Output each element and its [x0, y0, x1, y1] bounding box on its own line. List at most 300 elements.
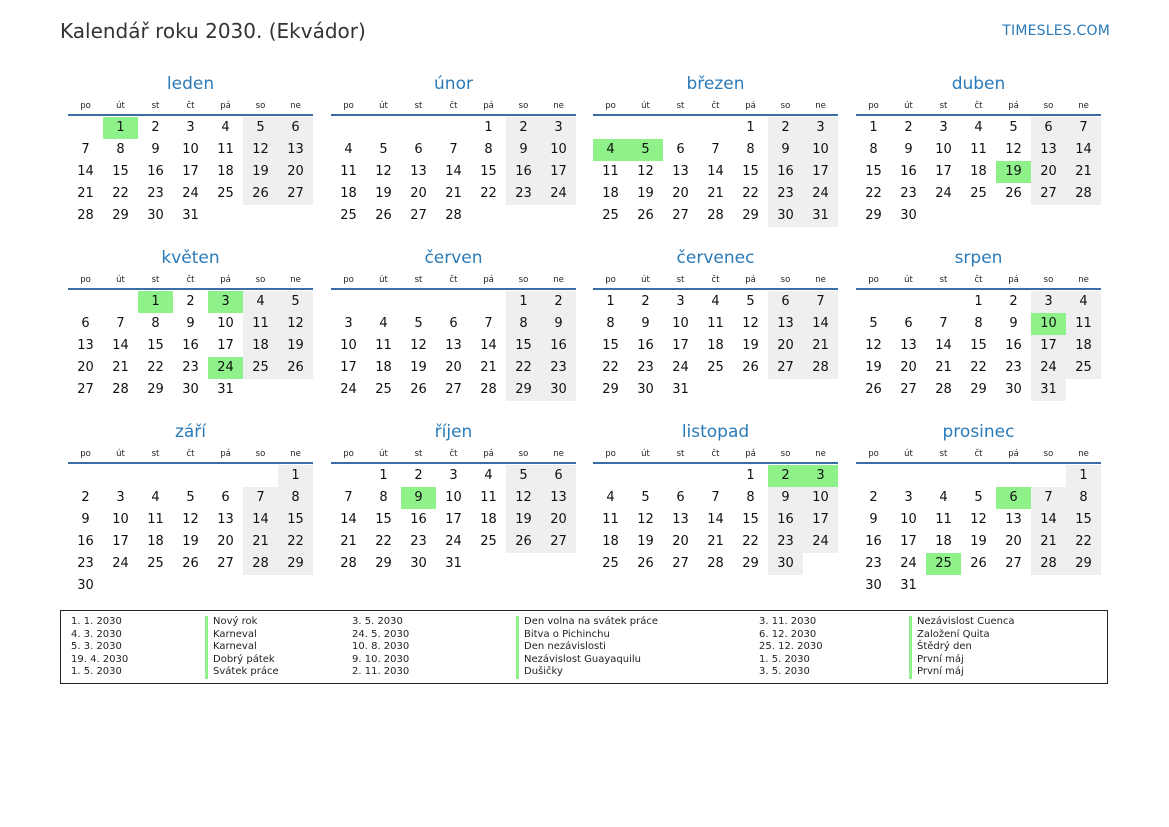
day-cell[interactable]: 8: [974, 316, 983, 331]
day-cell[interactable]: 27: [217, 556, 234, 571]
day-cell[interactable]: 7: [344, 490, 353, 505]
day-cell[interactable]: 2: [768, 117, 803, 139]
day-cell[interactable]: 6: [221, 490, 230, 505]
day-cell[interactable]: 28: [445, 208, 462, 223]
day-cell[interactable]: 4: [379, 316, 388, 331]
day-cell[interactable]: 25: [602, 556, 619, 571]
day-cell[interactable]: 14: [445, 164, 462, 179]
day-cell[interactable]: 30: [77, 578, 94, 593]
day-cell[interactable]: 23: [865, 556, 882, 571]
day-cell[interactable]: 17: [1031, 335, 1066, 357]
day-cell[interactable]: 4: [593, 139, 628, 161]
day-cell[interactable]: 26: [865, 382, 882, 397]
day-cell[interactable]: 30: [900, 208, 917, 223]
day-cell[interactable]: 5: [379, 142, 388, 157]
day-cell[interactable]: 22: [112, 186, 129, 201]
day-cell[interactable]: 5: [506, 465, 541, 487]
day-cell[interactable]: 19: [865, 360, 882, 375]
day-cell[interactable]: 3: [939, 120, 948, 135]
day-cell[interactable]: 18: [243, 335, 278, 357]
day-cell[interactable]: 7: [939, 316, 948, 331]
day-cell[interactable]: 25: [340, 208, 357, 223]
day-cell[interactable]: 15: [480, 164, 497, 179]
day-cell[interactable]: 5: [641, 490, 650, 505]
day-cell[interactable]: 24: [112, 556, 129, 571]
day-cell[interactable]: 6: [676, 490, 685, 505]
day-cell[interactable]: 4: [606, 490, 615, 505]
day-cell[interactable]: 2: [904, 120, 913, 135]
day-cell[interactable]: 13: [1031, 139, 1066, 161]
day-cell[interactable]: 6: [676, 142, 685, 157]
day-cell[interactable]: 14: [803, 313, 838, 335]
day-cell[interactable]: 14: [112, 338, 129, 353]
day-cell[interactable]: 31: [1031, 379, 1066, 401]
day-cell[interactable]: 9: [768, 139, 803, 161]
day-cell[interactable]: 8: [484, 142, 493, 157]
day-cell[interactable]: 25: [707, 360, 724, 375]
day-cell[interactable]: 22: [506, 357, 541, 379]
day-cell[interactable]: 16: [900, 164, 917, 179]
day-cell[interactable]: 3: [803, 465, 838, 487]
day-cell[interactable]: 30: [768, 553, 803, 575]
day-cell[interactable]: 14: [1066, 139, 1101, 161]
day-cell[interactable]: 5: [243, 117, 278, 139]
day-cell[interactable]: 23: [410, 534, 427, 549]
day-cell[interactable]: 20: [410, 186, 427, 201]
day-cell[interactable]: 12: [637, 512, 654, 527]
day-cell[interactable]: 16: [768, 509, 803, 531]
day-cell[interactable]: 10: [1031, 313, 1066, 335]
day-cell[interactable]: 17: [112, 534, 129, 549]
day-cell[interactable]: 27: [900, 382, 917, 397]
day-cell[interactable]: 18: [375, 360, 392, 375]
day-cell[interactable]: 17: [803, 161, 838, 183]
day-cell[interactable]: 27: [672, 208, 689, 223]
day-cell[interactable]: 23: [506, 183, 541, 205]
day-cell[interactable]: 1: [379, 468, 388, 483]
day-cell[interactable]: 8: [606, 316, 615, 331]
day-cell[interactable]: 3: [803, 117, 838, 139]
day-cell[interactable]: 10: [935, 142, 952, 157]
day-cell[interactable]: 1: [746, 120, 755, 135]
day-cell[interactable]: 15: [1066, 509, 1101, 531]
day-cell[interactable]: 6: [768, 291, 803, 313]
day-cell[interactable]: 22: [375, 534, 392, 549]
day-cell[interactable]: 13: [1005, 512, 1022, 527]
day-cell[interactable]: 21: [445, 186, 462, 201]
day-cell[interactable]: 17: [672, 338, 689, 353]
day-cell[interactable]: 21: [340, 534, 357, 549]
day-cell[interactable]: 15: [865, 164, 882, 179]
day-cell[interactable]: 8: [746, 490, 755, 505]
day-cell[interactable]: 21: [935, 360, 952, 375]
day-cell[interactable]: 23: [900, 186, 917, 201]
day-cell[interactable]: 2: [541, 291, 576, 313]
day-cell[interactable]: 7: [484, 316, 493, 331]
day-cell[interactable]: 1: [746, 468, 755, 483]
site-link[interactable]: TIMESLES.COM: [1002, 23, 1110, 39]
day-cell[interactable]: 29: [112, 208, 129, 223]
day-cell[interactable]: 4: [221, 120, 230, 135]
day-cell[interactable]: 16: [637, 338, 654, 353]
day-cell[interactable]: 29: [278, 553, 313, 575]
day-cell[interactable]: 6: [1031, 117, 1066, 139]
day-cell[interactable]: 24: [541, 183, 576, 205]
day-cell[interactable]: 8: [116, 142, 125, 157]
day-cell[interactable]: 14: [480, 338, 497, 353]
day-cell[interactable]: 5: [746, 294, 755, 309]
day-cell[interactable]: 2: [1009, 294, 1018, 309]
day-cell[interactable]: 9: [1009, 316, 1018, 331]
day-cell[interactable]: 23: [768, 531, 803, 553]
day-cell[interactable]: 20: [900, 360, 917, 375]
day-cell[interactable]: 7: [116, 316, 125, 331]
day-cell[interactable]: 29: [375, 556, 392, 571]
day-cell[interactable]: 29: [1066, 553, 1101, 575]
day-cell[interactable]: 3: [208, 291, 243, 313]
day-cell[interactable]: 26: [182, 556, 199, 571]
day-cell[interactable]: 29: [147, 382, 164, 397]
day-cell[interactable]: 15: [742, 512, 759, 527]
day-cell[interactable]: 7: [449, 142, 458, 157]
day-cell[interactable]: 10: [112, 512, 129, 527]
day-cell[interactable]: 11: [935, 512, 952, 527]
day-cell[interactable]: 21: [77, 186, 94, 201]
day-cell[interactable]: 28: [707, 208, 724, 223]
day-cell[interactable]: 14: [77, 164, 94, 179]
day-cell[interactable]: 20: [672, 186, 689, 201]
day-cell[interactable]: 13: [768, 313, 803, 335]
day-cell[interactable]: 31: [672, 382, 689, 397]
day-cell[interactable]: 2: [151, 120, 160, 135]
day-cell[interactable]: 17: [541, 161, 576, 183]
day-cell[interactable]: 13: [672, 164, 689, 179]
day-cell[interactable]: 29: [865, 208, 882, 223]
day-cell[interactable]: 3: [541, 117, 576, 139]
day-cell[interactable]: 9: [768, 487, 803, 509]
day-cell[interactable]: 26: [742, 360, 759, 375]
day-cell[interactable]: 9: [869, 512, 878, 527]
day-cell[interactable]: 3: [1031, 291, 1066, 313]
day-cell[interactable]: 16: [865, 534, 882, 549]
day-cell[interactable]: 15: [278, 509, 313, 531]
day-cell[interactable]: 5: [414, 316, 423, 331]
day-cell[interactable]: 12: [243, 139, 278, 161]
day-cell[interactable]: 2: [641, 294, 650, 309]
day-cell[interactable]: 23: [77, 556, 94, 571]
day-cell[interactable]: 24: [182, 186, 199, 201]
day-cell[interactable]: 27: [672, 556, 689, 571]
day-cell[interactable]: 14: [340, 512, 357, 527]
day-cell[interactable]: 19: [278, 335, 313, 357]
day-cell[interactable]: 26: [637, 208, 654, 223]
day-cell[interactable]: 2: [414, 468, 423, 483]
day-cell[interactable]: 24: [208, 357, 243, 379]
day-cell[interactable]: 22: [742, 186, 759, 201]
day-cell[interactable]: 27: [410, 208, 427, 223]
day-cell[interactable]: 27: [541, 531, 576, 553]
day-cell[interactable]: 6: [278, 117, 313, 139]
day-cell[interactable]: 21: [112, 360, 129, 375]
day-cell[interactable]: 13: [541, 487, 576, 509]
day-cell[interactable]: 19: [637, 534, 654, 549]
day-cell[interactable]: 3: [116, 490, 125, 505]
day-cell[interactable]: 19: [182, 534, 199, 549]
day-cell[interactable]: 6: [81, 316, 90, 331]
day-cell[interactable]: 8: [151, 316, 160, 331]
day-cell[interactable]: 22: [602, 360, 619, 375]
day-cell[interactable]: 11: [217, 142, 234, 157]
day-cell[interactable]: 12: [182, 512, 199, 527]
day-cell[interactable]: 25: [217, 186, 234, 201]
day-cell[interactable]: 28: [707, 556, 724, 571]
day-cell[interactable]: 16: [768, 161, 803, 183]
day-cell[interactable]: 30: [147, 208, 164, 223]
day-cell[interactable]: 12: [742, 316, 759, 331]
day-cell[interactable]: 18: [707, 338, 724, 353]
day-cell[interactable]: 12: [278, 313, 313, 335]
day-cell[interactable]: 11: [243, 313, 278, 335]
day-cell[interactable]: 1: [138, 291, 173, 313]
day-cell[interactable]: 25: [970, 186, 987, 201]
day-cell[interactable]: 4: [974, 120, 983, 135]
day-cell[interactable]: 7: [243, 487, 278, 509]
day-cell[interactable]: 23: [541, 357, 576, 379]
day-cell[interactable]: 1: [1066, 465, 1101, 487]
day-cell[interactable]: 7: [1031, 487, 1066, 509]
day-cell[interactable]: 16: [147, 164, 164, 179]
day-cell[interactable]: 20: [672, 534, 689, 549]
day-cell[interactable]: 11: [1066, 313, 1101, 335]
day-cell[interactable]: 25: [243, 357, 278, 379]
day-cell[interactable]: 19: [410, 360, 427, 375]
day-cell[interactable]: 11: [602, 164, 619, 179]
day-cell[interactable]: 29: [742, 208, 759, 223]
day-cell[interactable]: 15: [742, 164, 759, 179]
day-cell[interactable]: 1: [484, 120, 493, 135]
day-cell[interactable]: 9: [401, 487, 436, 509]
day-cell[interactable]: 12: [506, 487, 541, 509]
day-cell[interactable]: 24: [445, 534, 462, 549]
day-cell[interactable]: 15: [375, 512, 392, 527]
day-cell[interactable]: 12: [970, 512, 987, 527]
day-cell[interactable]: 21: [707, 186, 724, 201]
day-cell[interactable]: 20: [77, 360, 94, 375]
day-cell[interactable]: 20: [768, 335, 803, 357]
day-cell[interactable]: 28: [77, 208, 94, 223]
day-cell[interactable]: 12: [410, 338, 427, 353]
day-cell[interactable]: 30: [1005, 382, 1022, 397]
day-cell[interactable]: 17: [217, 338, 234, 353]
day-cell[interactable]: 19: [637, 186, 654, 201]
day-cell[interactable]: 9: [186, 316, 195, 331]
day-cell[interactable]: 22: [147, 360, 164, 375]
day-cell[interactable]: 12: [865, 338, 882, 353]
day-cell[interactable]: 19: [375, 186, 392, 201]
day-cell[interactable]: 25: [602, 208, 619, 223]
day-cell[interactable]: 8: [746, 142, 755, 157]
day-cell[interactable]: 19: [970, 534, 987, 549]
day-cell[interactable]: 30: [410, 556, 427, 571]
day-cell[interactable]: 16: [506, 161, 541, 183]
day-cell[interactable]: 21: [1031, 531, 1066, 553]
day-cell[interactable]: 9: [506, 139, 541, 161]
day-cell[interactable]: 9: [81, 512, 90, 527]
day-cell[interactable]: 20: [541, 509, 576, 531]
day-cell[interactable]: 7: [803, 291, 838, 313]
day-cell[interactable]: 14: [707, 512, 724, 527]
day-cell[interactable]: 27: [77, 382, 94, 397]
day-cell[interactable]: 30: [541, 379, 576, 401]
day-cell[interactable]: 27: [768, 357, 803, 379]
day-cell[interactable]: 23: [768, 183, 803, 205]
day-cell[interactable]: 28: [340, 556, 357, 571]
day-cell[interactable]: 10: [900, 512, 917, 527]
day-cell[interactable]: 8: [278, 487, 313, 509]
day-cell[interactable]: 18: [1066, 335, 1101, 357]
day-cell[interactable]: 21: [803, 335, 838, 357]
day-cell[interactable]: 15: [112, 164, 129, 179]
day-cell[interactable]: 22: [278, 531, 313, 553]
day-cell[interactable]: 29: [970, 382, 987, 397]
day-cell[interactable]: 4: [939, 490, 948, 505]
day-cell[interactable]: 29: [742, 556, 759, 571]
day-cell[interactable]: 5: [974, 490, 983, 505]
day-cell[interactable]: 18: [970, 164, 987, 179]
day-cell[interactable]: 22: [865, 186, 882, 201]
day-cell[interactable]: 1: [869, 120, 878, 135]
day-cell[interactable]: 18: [147, 534, 164, 549]
day-cell[interactable]: 26: [637, 556, 654, 571]
day-cell[interactable]: 11: [707, 316, 724, 331]
day-cell[interactable]: 25: [480, 534, 497, 549]
day-cell[interactable]: 28: [935, 382, 952, 397]
day-cell[interactable]: 6: [541, 465, 576, 487]
day-cell[interactable]: 4: [484, 468, 493, 483]
day-cell[interactable]: 20: [217, 534, 234, 549]
day-cell[interactable]: 10: [541, 139, 576, 161]
day-cell[interactable]: 18: [935, 534, 952, 549]
day-cell[interactable]: 9: [641, 316, 650, 331]
day-cell[interactable]: 27: [445, 382, 462, 397]
day-cell[interactable]: 6: [414, 142, 423, 157]
day-cell[interactable]: 28: [243, 553, 278, 575]
day-cell[interactable]: 16: [182, 338, 199, 353]
day-cell[interactable]: 2: [506, 117, 541, 139]
day-cell[interactable]: 15: [602, 338, 619, 353]
day-cell[interactable]: 23: [182, 360, 199, 375]
day-cell[interactable]: 19: [996, 161, 1031, 183]
day-cell[interactable]: 1: [278, 465, 313, 487]
day-cell[interactable]: 13: [445, 338, 462, 353]
day-cell[interactable]: 1: [103, 117, 138, 139]
day-cell[interactable]: 24: [803, 531, 838, 553]
day-cell[interactable]: 28: [1066, 183, 1101, 205]
day-cell[interactable]: 27: [1031, 183, 1066, 205]
day-cell[interactable]: 26: [375, 208, 392, 223]
day-cell[interactable]: 14: [935, 338, 952, 353]
day-cell[interactable]: 10: [672, 316, 689, 331]
day-cell[interactable]: 18: [602, 186, 619, 201]
day-cell[interactable]: 11: [147, 512, 164, 527]
day-cell[interactable]: 27: [1005, 556, 1022, 571]
day-cell[interactable]: 26: [278, 357, 313, 379]
day-cell[interactable]: 11: [375, 338, 392, 353]
day-cell[interactable]: 30: [637, 382, 654, 397]
day-cell[interactable]: 18: [602, 534, 619, 549]
day-cell[interactable]: 28: [803, 357, 838, 379]
day-cell[interactable]: 11: [602, 512, 619, 527]
day-cell[interactable]: 9: [151, 142, 160, 157]
day-cell[interactable]: 31: [445, 556, 462, 571]
day-cell[interactable]: 17: [900, 534, 917, 549]
day-cell[interactable]: 29: [602, 382, 619, 397]
day-cell[interactable]: 1: [606, 294, 615, 309]
day-cell[interactable]: 21: [707, 534, 724, 549]
day-cell[interactable]: 29: [506, 379, 541, 401]
day-cell[interactable]: 25: [147, 556, 164, 571]
day-cell[interactable]: 28: [112, 382, 129, 397]
day-cell[interactable]: 21: [243, 531, 278, 553]
day-cell[interactable]: 13: [217, 512, 234, 527]
day-cell[interactable]: 19: [506, 509, 541, 531]
day-cell[interactable]: 18: [217, 164, 234, 179]
day-cell[interactable]: 2: [186, 294, 195, 309]
day-cell[interactable]: 13: [77, 338, 94, 353]
day-cell[interactable]: 4: [344, 142, 353, 157]
day-cell[interactable]: 26: [970, 556, 987, 571]
day-cell[interactable]: 31: [182, 208, 199, 223]
day-cell[interactable]: 24: [1031, 357, 1066, 379]
day-cell[interactable]: 15: [147, 338, 164, 353]
day-cell[interactable]: 16: [410, 512, 427, 527]
day-cell[interactable]: 13: [672, 512, 689, 527]
day-cell[interactable]: 14: [243, 509, 278, 531]
day-cell[interactable]: 1: [506, 291, 541, 313]
day-cell[interactable]: 5: [1009, 120, 1018, 135]
day-cell[interactable]: 5: [628, 139, 663, 161]
day-cell[interactable]: 24: [935, 186, 952, 201]
day-cell[interactable]: 6: [449, 316, 458, 331]
day-cell[interactable]: 21: [480, 360, 497, 375]
day-cell[interactable]: 7: [711, 142, 720, 157]
day-cell[interactable]: 5: [186, 490, 195, 505]
day-cell[interactable]: 7: [711, 490, 720, 505]
day-cell[interactable]: 23: [637, 360, 654, 375]
day-cell[interactable]: 20: [278, 161, 313, 183]
day-cell[interactable]: 20: [445, 360, 462, 375]
day-cell[interactable]: 8: [506, 313, 541, 335]
day-cell[interactable]: 8: [379, 490, 388, 505]
day-cell[interactable]: 20: [1005, 534, 1022, 549]
day-cell[interactable]: 4: [151, 490, 160, 505]
day-cell[interactable]: 6: [904, 316, 913, 331]
day-cell[interactable]: 30: [182, 382, 199, 397]
day-cell[interactable]: 10: [182, 142, 199, 157]
day-cell[interactable]: 4: [1066, 291, 1101, 313]
day-cell[interactable]: 26: [1005, 186, 1022, 201]
day-cell[interactable]: 27: [278, 183, 313, 205]
day-cell[interactable]: 17: [445, 512, 462, 527]
day-cell[interactable]: 24: [803, 183, 838, 205]
day-cell[interactable]: 17: [182, 164, 199, 179]
day-cell[interactable]: 31: [900, 578, 917, 593]
day-cell[interactable]: 16: [77, 534, 94, 549]
day-cell[interactable]: 4: [711, 294, 720, 309]
day-cell[interactable]: 31: [803, 205, 838, 227]
day-cell[interactable]: 22: [1066, 531, 1101, 553]
day-cell[interactable]: 17: [935, 164, 952, 179]
